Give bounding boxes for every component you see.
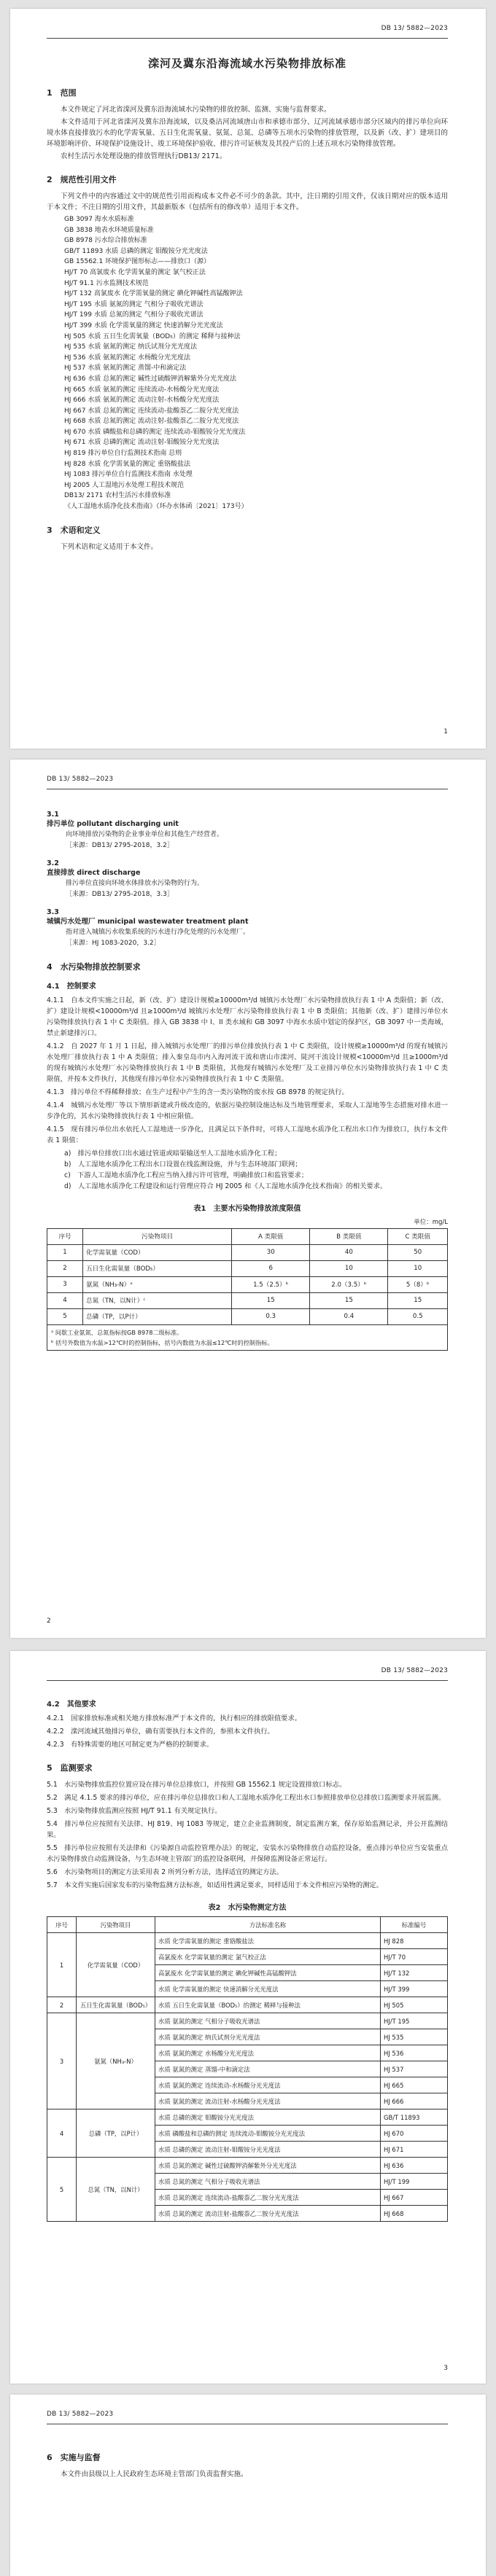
reference-item: HJ 665 水质 氨氮的测定 连续流动-水杨酸分光光度法 [64,386,220,394]
reference-item: GB/T 11893 水质 总磷的测定 钼酸铵分光光度法 [64,247,208,255]
table-cell-method: 水质 磷酸盐和总磷的测定 连续流动-钼酸铵分光光度法 [155,2126,381,2142]
clause-5-5: 5.5 排污单位应按照有关法律和《污染源自动监控管理办法》的规定，安装水污染物排放自动监控设备，重点排污单位应当安装重点水污染物排放自动监测设备，与生态环境主管部门的监控设备联网，并保障监测设备正常运行。 [47,1844,448,1863]
reference-item: HJ 671 水质 总磷的测定 流动注射-钼酸铵分光光度法 [64,439,220,447]
table-cell: 6 [232,1260,310,1276]
table-cell-method: 高氯废水 化学需氧量的测定 碘化钾碱性高锰酸钾法 [155,1965,381,1981]
table-cell: 5 [47,1308,83,1324]
page-number: 3 [443,2365,448,2372]
table-cell: 15 [310,1292,388,1308]
table-cell-method: 水质 化学需氧量的测定 重铬酸盐法 [155,1933,381,1949]
table-cell: 15 [388,1292,448,1308]
paragraph: 下列术语和定义适用于本文件。 [61,542,158,551]
reference-item: HJ 668 水质 总氮的测定 流动注射-盐酸萘乙二胺分光光度法 [64,418,239,426]
reference-item: HJ 666 水质 氨氮的测定 流动注射-水杨酸分光光度法 [64,397,220,405]
table-1-header-cell: 序号 [47,1228,83,1244]
reference-item: HJ 670 水质 磷酸盐和总磷的测定 连续流动-钼酸铵分光光度法 [64,428,246,436]
reference-item: HJ 667 水质 总氮的测定 连续流动-盐酸萘乙二胺分光光度法 [64,407,239,415]
reference-item: HJ/T 199 水质 总氮的测定 气相分子吸收光谱法 [64,311,204,319]
table-cell-item: 化学需氧量（COD） [77,1933,155,1997]
clause-item: b) 人工湿地水质净化工程出水口设置在线监测设施，并与生态环境部门联网； [64,1160,302,1168]
table-note: ᵃ 间歇工业氨氮、总氮指标按GB 8978二级标准。 [51,1328,183,1336]
table-cell-item: 五日生化需氧量（BOD₅） [77,1997,155,2013]
table-1-header-cell: 污染物项目 [83,1228,232,1244]
paragraph: 本文件适用于河北省滦河及冀东沿海流域，以及桑沽河流域唐山市和承德市部分、辽河流域承德市部分区域内的排污单位向环境水体直接排放污水的化学需氧量、五日生化需氧量、氨氮、总氮、总磷等五项水污染物的排放管理，以及新（改、扩）建项目的环境影响评价、环境保护设施设计、竣工环境保护验收、排污许可证核发及其投产后的上述五项水污染物排放管理。 [47,118,448,148]
table-1-header-cell: C 类限值 [388,1228,448,1244]
table-1-header-cell: B 类限值 [310,1228,388,1244]
term-number: 3.2 [47,859,59,868]
table-cell: 0.5 [388,1308,448,1324]
table-cell-number: 1 [47,1933,77,1997]
table-cell: 总氮（TN，以N计）ᶜ [83,1292,232,1308]
table-cell-standard: HJ 667 [381,2190,448,2206]
table-cell-standard: HJ/T 195 [381,2013,448,2029]
reference-item: HJ/T 91.1 污水监测技术规范 [64,279,149,287]
clause-item: d) 人工湿地水质净化工程建设和运行管理应符合 HJ 2005 和《人工湿地水质净化技术指南》的相关要求。 [64,1182,387,1190]
reference-item: HJ 828 水质 化学需氧量的测定 重铬酸盐法 [64,460,191,468]
table-row [47,1260,448,1276]
term-definition: 向环境排放污染物的企业事业单位和其他生产经营者。 [66,831,224,838]
paragraph: 下列文件中的内容通过文中的规范性引用而构成本文件必不可少的条款。其中，注日期的引用文件，仅该日期对应的版本适用于本文件；不注日期的引用文件，其最新版本（包括所有的修改单）适用于本文件。 [47,192,448,211]
table-cell-method: 水质 氨氮的测定 流动注射-水杨酸分光光度法 [155,2093,381,2109]
table-cell-item: 氨氮（NH₃-N） [77,2013,155,2109]
reference-item: HJ 2005 人工湿地污水处理工程技术规范 [64,481,185,489]
table-cell-standard: HJ 670 [381,2126,448,2142]
reference-item: DB13/ 2171 农村生活污水排放标准 [64,492,171,500]
table-1-title: 表1 主要水污染物排放浓度限值 [193,1204,301,1213]
header-code: DB 13/ 5882—2023 [47,776,114,783]
section-heading: 3 术语和定义 [47,525,101,535]
table-cell-method: 水质 总磷的测定 流动注射-钼酸铵分光光度法 [155,2142,381,2158]
table-cell-method: 水质 氨氮的测定 蒸馏-中和滴定法 [155,2061,381,2077]
reference-item: HJ 505 水质 五日生化需氧量（BOD₅）的测定 稀释与接种法 [64,332,241,340]
table-cell-method: 水质 氨氮的测定 连续流动-水杨酸分光光度法 [155,2077,381,2093]
section-heading: 4 水污染物排放控制要求 [47,961,141,972]
term-definition: 排污单位直接向环境水体排放水污染物的行为。 [66,880,204,888]
table-cell: 10 [388,1260,448,1276]
table-row [47,1997,448,2013]
table-cell: 0.4 [310,1308,388,1324]
reference-item: HJ 536 水质 氨氮的测定 水杨酸分光光度法 [64,354,191,362]
table-cell: 30 [232,1244,310,1260]
clause-4-1-4: 4.1.4 城镇污水处理厂等以下情形新建或升级改造的，依据污染控制设施达标及当地管理要求，采取人工湿地等生态措施对排水进一步净化的，其水污染物排放执行表 1 中相应限值。 [47,1101,448,1120]
table-cell-standard: GB/T 11893 [381,2109,448,2126]
table-2-header-cell: 标准编号 [381,1917,448,1933]
document-page-4 [10,2394,486,2576]
table-cell-standard: HJ 671 [381,2142,448,2158]
clause-item: a) 排污单位排放口出水通过管道或暗渠输送至人工湿地水质净化工程； [64,1149,282,1158]
clause-4-1-2: 4.1.2 自 2027 年 1 月 1 日起，排入城镇污水处理厂的排污单位排放执行表 1 中 C 类限值，设计规模≥10000m³/d 的现有城镇污水处理厂排放执行表 1 中 A 类限值；排入秦皇岛市内入海河流干流和唐山市滦河、陡河干流设计规模<10000m³/d 且≥1000m³/d 的现有城镇污水处理厂水污染物排放执行表 1 中 B 类限值，其他现有城镇污水处理厂及工业排污单位水污染物排放执行表 1 中 C 类限值，并按本文件执行，其他现有排污单位水污染物排放执行表 1 中 C 类限值。 [47,1042,448,1083]
table-row [47,1244,448,1260]
reference-item: HJ 636 水质 总氮的测定 碱性过硫酸钾消解紫外分光光度法 [64,375,237,383]
clause-4-1-3: 4.1.3 排污单位不得稀释排放；在生产过程中产生的含一类污染物的废水按 GB 8978 的规定执行。 [47,1088,349,1096]
table-cell-standard: HJ/T 399 [381,1981,448,1997]
table-row [47,1292,448,1308]
clause-4-2-3: 4.2.3 有特殊需要的地区可制定更为严格的控制要求。 [47,1741,214,1749]
table-cell-method: 水质 总氮的测定 碱性过硫酸钾消解紫外分光光度法 [155,2158,381,2174]
table-cell-standard: HJ 668 [381,2206,448,2222]
table-cell: 化学需氧量（COD） [83,1244,232,1260]
table-cell-item: 总磷（TP，以P计） [77,2109,155,2158]
clause-4-1-5-items [47,1148,448,1192]
table-1-notes [47,1325,448,1351]
table-row [47,2109,448,2126]
section-heading: 2 规范性引用文件 [47,175,117,184]
term-source: ［来源：DB13/ 2795-2018，3.3］ [66,890,174,898]
table-cell: 10 [310,1260,388,1276]
term-number: 3.1 [47,811,59,819]
table-cell: 2.0（3.5）ᵇ [310,1276,388,1292]
table-cell-method: 水质 总磷的测定 钼酸铵分光光度法 [155,2109,381,2126]
terms-list [47,811,448,949]
table-cell: 2 [47,1260,83,1276]
reference-item: HJ/T 195 水质 氨氮的测定 气相分子吸收光谱法 [64,300,204,308]
table-cell-method: 水质 总氮的测定 流动注射-盐酸萘乙二胺分光光度法 [155,2206,381,2222]
table-cell: 5（8）ᵇ [388,1276,448,1292]
table-cell: 1 [47,1244,83,1260]
table-cell: 40 [310,1244,388,1260]
document-page-2 [10,760,486,1638]
clause-5-6: 5.6 水污染物项目的测定方法采用表 2 所列分析方法，选择适宜的测定方法。 [47,1868,284,1876]
table-cell-item: 总氮（TN，以N计） [77,2158,155,2222]
reference-item: HJ 537 水质 氨氮的测定 蒸馏-中和滴定法 [64,364,187,372]
clause-5-3: 5.3 水污染物排放监测应按照 HJ/T 91.1 有关规定执行。 [47,1807,222,1815]
term-title: 直接排放 direct discharge [47,869,141,878]
table-cell-standard: HJ/T 132 [381,1965,448,1981]
section-heading: 6 实施与监督 [47,2453,101,2462]
paragraph: 本文件由县级以上人民政府生态环境主管部门负责监督实施。 [61,2470,248,2478]
clause-4-1-5: 4.1.5 现有排污单位出水依托人工湿地进一步净化，且满足以下条件时，可将人工湿地水质净化工程出水口作为排放口，执行本文件表 1 限值： [47,1125,448,1144]
reference-item: GB 3097 海水水质标准 [64,216,134,223]
table-cell-method: 水质 氨氮的测定 气相分子吸收光谱法 [155,2013,381,2029]
table-cell-standard: HJ 536 [381,2045,448,2061]
table-row [47,1308,448,1324]
term-title: 城镇污水处理厂 municipal wastewater treatment plant [47,918,249,926]
document-page-3 [10,1651,486,2384]
table-cell-number: 4 [47,2109,77,2158]
reference-list [47,214,448,512]
document-title: 滦河及冀东沿海流域水污染物排放标准 [147,57,346,70]
table-cell: 3 [47,1276,83,1292]
section-heading: 1 范围 [47,88,77,98]
table-cell-method: 高氯废水 化学需氧量的测定 氯气校正法 [155,1949,381,1965]
table-cell-standard: HJ 535 [381,2029,448,2045]
reference-item: HJ/T 399 水质 化学需氧量的测定 快速消解分光光度法 [64,321,223,329]
table-cell: 氨氮（NH₃-N）ᵃ [83,1276,232,1292]
reference-item: 《人工湿地水质净化技术指南》（环办水体函〔2021〕173号） [64,503,248,511]
term-source: ［来源：HJ 1083-2020，3.2］ [66,939,160,947]
table-2-header-cell: 污染物项目 [77,1917,155,1933]
reference-item: GB 3838 地表水环境质量标准 [64,226,154,234]
term-definition: 指对进入城镇污水收集系统的污水进行净化处理的污水处理厂。 [66,929,250,937]
table-note: ᵇ 括号外数值为水温>12℃时的控制指标，括号内数值为水温≤12℃时的控制指标。 [51,1338,274,1346]
subsection-heading: 4.1 控制要求 [47,982,96,991]
reference-item: GB 15562.1 环境保护图形标志——排放口（源） [64,258,211,266]
reference-item: HJ/T 132 高氯废水 化学需氧量的测定 碘化钾碱性高锰酸钾法 [64,290,243,298]
table-cell-standard: HJ 828 [381,1933,448,1949]
reference-item: GB 8978 污水综合排放标准 [64,237,147,245]
table-cell: 总磷（TP，以P计） [83,1308,232,1324]
clause-4-2-2: 4.2.2 滦河流域其他排污单位，确有需要执行本文件的，参照本文件执行。 [47,1728,274,1736]
table-row [47,1276,448,1292]
paragraph: 农村生活污水处理设施的排放管理执行DB13/ 2171。 [61,152,227,160]
term-title: 排污单位 pollutant discharging unit [47,820,179,828]
reference-item: HJ 535 水质 氨氮的测定 纳氏试剂分光光度法 [64,343,198,351]
header-rule [47,38,448,39]
clause-4-1-1: 4.1.1 自本文件实施之日起，新（改、扩）建设计规模≥10000m³/d 城镇污水处理厂水污染物排放执行表 1 中 A 类限值；新（改、扩）建设计规模<10000m³/d 且≥1000m³/d 城镇污水处理厂水污染物排放执行表 1 中 B 类限值；其他新（改、扩）建排污单位水污染物排放执行表 1 中 C 类限值。排入 GB 3838 中 I、II 类水域和 GB 3097 中海水水质中划定的保护区，GB 3097 中一类海域，禁止新建排污口。 [47,996,448,1037]
table-cell: 1.5（2.5）ᵇ [232,1276,310,1292]
table-row [47,2013,448,2029]
reference-item: HJ 1083 排污单位自行监测技术指南 水处理 [64,471,193,479]
table-cell-number: 3 [47,2013,77,2109]
table-cell-standard: HJ 665 [381,2077,448,2093]
table-cell-standard: HJ 537 [381,2061,448,2077]
table-2-header-cell: 序号 [47,1917,77,1933]
section-heading: 5 监测要求 [47,1763,93,1773]
page-number: 2 [47,1617,51,1625]
table-1 [47,1228,448,1325]
table-1-unit: 单位：mg/L [414,1218,448,1226]
table-row [47,2158,448,2174]
table-cell-method: 水质 氨氮的测定 纳氏试剂分光光度法 [155,2029,381,2045]
table-row [47,1933,448,1949]
document-page-1 [10,9,486,749]
table-cell-standard: HJ 666 [381,2093,448,2109]
table-2 [47,1916,448,2222]
table-cell-method: 水质 五日生化需氧量（BOD₅）的测定 稀释与接种法 [155,1997,381,2013]
table-2-header-cell: 方法标准名称 [155,1917,381,1933]
table-1-header-cell: A 类限值 [232,1228,310,1244]
reference-item: HJ 819 排污单位自行监测技术指南 总则 [64,450,182,458]
table-cell-method: 水质 化学需氧量的测定 快速消解分光光度法 [155,1981,381,1997]
term-source: ［来源：DB13/ 2795-2018，3.2］ [66,841,174,849]
table-cell-standard: HJ 636 [381,2158,448,2174]
table-cell-method: 水质 总氮的测定 连续流动-盐酸萘乙二胺分光光度法 [155,2190,381,2206]
table-2-title: 表2 水污染物测定方法 [208,1904,287,1912]
table-cell-standard: HJ/T 70 [381,1949,448,1965]
paragraph: 本文件规定了河北省滦河及冀东沿海流域水污染物的排放控制、监测、实施与监督要求。 [61,106,331,114]
page-number: 1 [443,728,448,735]
reference-item: HJ/T 70 高氯废水 化学需氧量的测定 氯气校正法 [64,268,206,276]
header-code: DB 13/ 5882—2023 [47,2411,114,2418]
table-cell: 五日生化需氧量（BOD₅） [83,1260,232,1276]
table-cell-number: 5 [47,2158,77,2222]
header-code: DB 13/ 5882—2023 [381,1667,448,1674]
table-cell-standard: HJ/T 199 [381,2174,448,2190]
table-cell: 4 [47,1292,83,1308]
header-code: DB 13/ 5882—2023 [381,25,448,32]
table-cell: 0.3 [232,1308,310,1324]
clause-5-2: 5.2 满足 4.1.5 要求的排污单位，应在排污单位总排放口和人工湿地水质净化工程出水口参照排放单位总排放口监测要求开展监测。 [47,1794,446,1802]
clause-item: c) 下游人工湿地水质净化工程应当纳入排污许可管理，明确排放口和监管要求； [64,1171,309,1179]
subsection-heading: 4.2 其他要求 [47,1701,96,1709]
header-rule [47,1680,448,1681]
table-cell-method: 水质 总氮的测定 气相分子吸收光谱法 [155,2174,381,2190]
clause-5-4: 5.4 排污单位应按照有关法律、HJ 819、HJ 1083 等规定，建立企业监测制度，制定监测方案，保存原始监测记录，并公开监测结果。 [47,1820,448,1839]
table-cell: 15 [232,1292,310,1308]
table-cell-number: 2 [47,1997,77,2013]
clause-5-7: 5.7 本文件实施后国家发布的污染物监测方法标准，如适用性满足要求，同样适用于本文件相应污染物的测定。 [47,1881,384,1889]
table-cell-standard: HJ 505 [381,1997,448,2013]
clause-5-1: 5.1 水污染物排放监控位置应设在排污单位总排放口，并按照 GB 15562.1 规定设置排放口标志。 [47,1781,346,1789]
term-number: 3.3 [47,908,59,917]
clause-4-2-1: 4.2.1 国家排放标准或相关地方排放标准严于本文件的，执行相应的排放限值要求。 [47,1714,302,1722]
table-cell: 50 [388,1244,448,1260]
table-cell-method: 水质 氨氮的测定 水杨酸分光光度法 [155,2045,381,2061]
